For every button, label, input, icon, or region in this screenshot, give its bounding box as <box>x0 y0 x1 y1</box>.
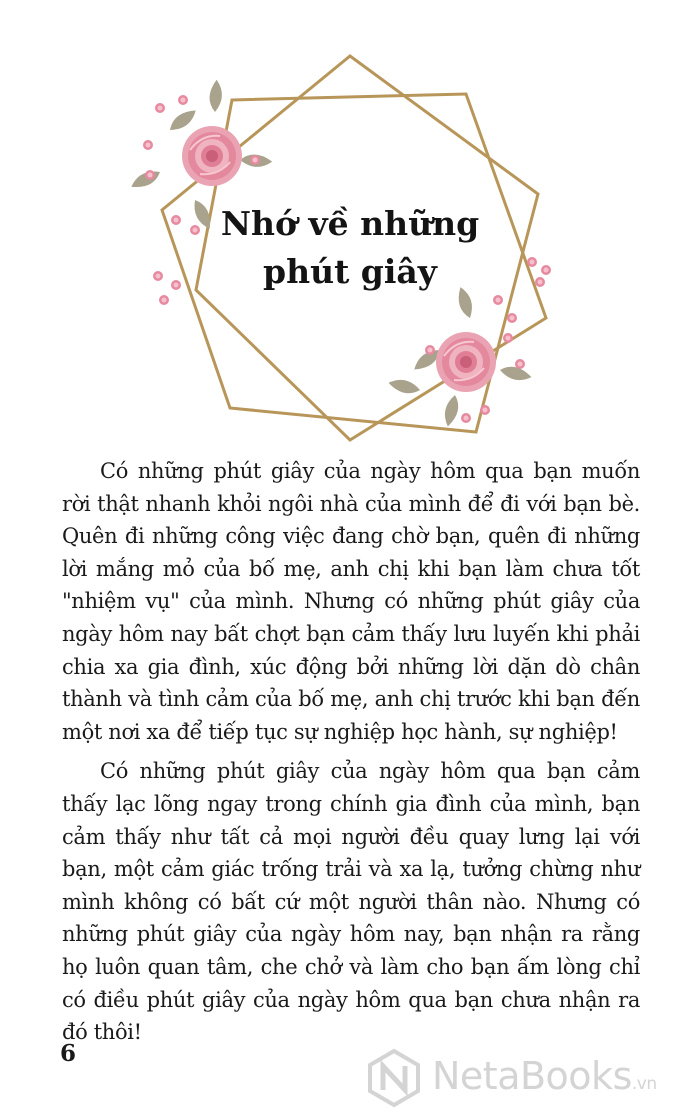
title-line-1: Nhớ về những <box>220 204 480 243</box>
paragraph-1: Có những phút giây của ngày hôm qua bạn muốn rời thật nhanh khỏi ngôi nhà của mình để đi với bạn bè. Quên đi những công việc đang chờ bạn, quên đi những lời mắng mỏ của bố mẹ, anh chị khi bạn làm chưa tốt "nhiệm vụ" của mình. Nhưng có những phút giây của ngày hôm nay bất chợt bạn cảm thấy lưu luyến khi phải chia xa gia đình, xúc động bởi những lời dặn dò chân thành và tình cảm của bố mẹ, anh chị trước khi bạn đến một nơi xa để tiếp tục sự nghiệp học hành, sự nghiệp! <box>62 459 640 744</box>
paragraph-2: Có những phút giây của ngày hôm qua bạn cảm thấy lạc lõng ngay trong chính gia đình của mình, bạn cảm thấy như tất cả mọi người đều quay lưng lại với bạn, một cảm giác trống trải và xa lạ, tưởng chừng như mình không có bất cứ một người thân nào. Nhưng có những phút giây của ngày hôm nay, bạn nhận ra rằng họ luôn quan tâm, che chở và làm cho bạn ấm lòng chỉ có điều phút giây của ngày hôm qua bạn chưa nhận ra đó thôi! <box>62 759 640 1045</box>
netabooks-logo-icon <box>364 1048 424 1108</box>
title-line-2: phút giây <box>263 252 437 291</box>
watermark-text: NetaBooks <box>432 1054 632 1098</box>
body-text <box>62 455 640 1056</box>
watermark-tld: .vn <box>631 1074 657 1094</box>
page-number: 6 <box>60 1040 77 1067</box>
netabooks-watermark <box>362 1046 692 1110</box>
chapter-title <box>200 200 500 296</box>
